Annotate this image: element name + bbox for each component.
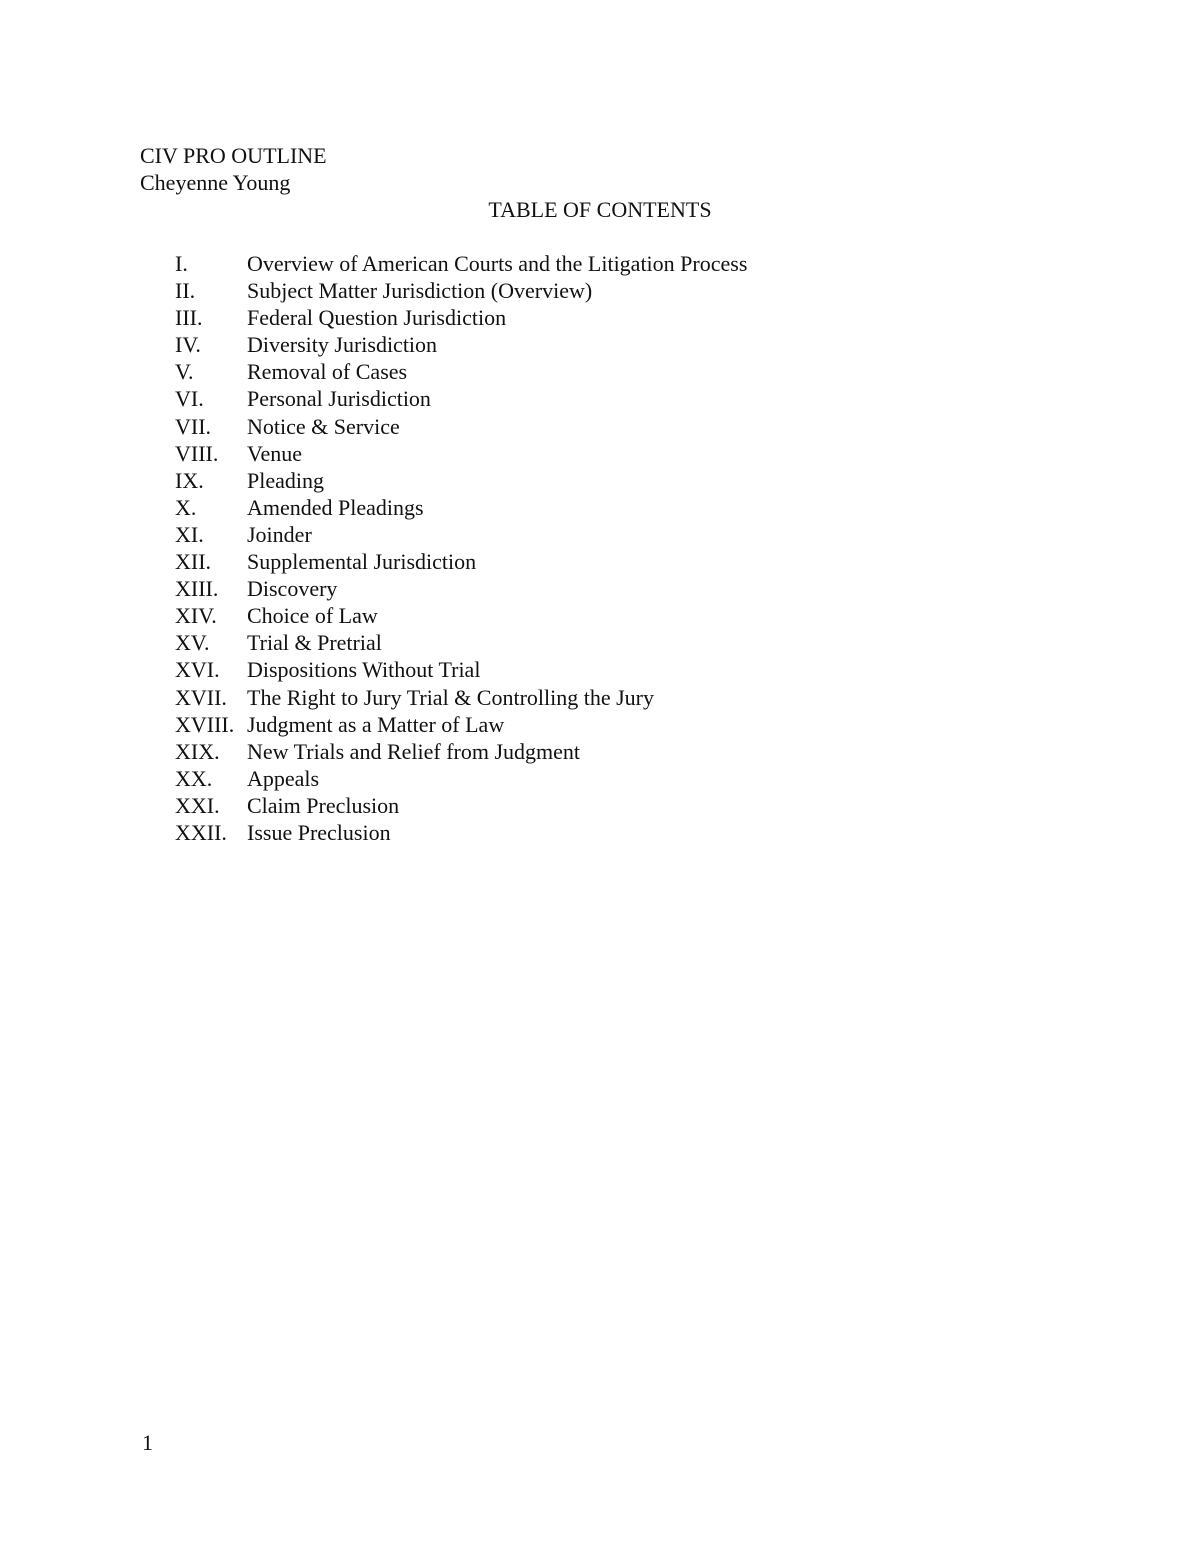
toc-entry-11[interactable] bbox=[175, 521, 747, 548]
toc-entry-7[interactable] bbox=[175, 413, 747, 440]
toc-entry-16[interactable] bbox=[175, 656, 747, 683]
toc-entry-label: Issue Preclusion bbox=[247, 819, 391, 845]
toc-entry-21[interactable] bbox=[175, 792, 747, 819]
toc-entry-number: III. bbox=[175, 305, 203, 331]
toc-entry-14[interactable] bbox=[175, 602, 747, 629]
toc-entry-label: Pleading bbox=[247, 467, 324, 493]
toc-entry-number: X. bbox=[175, 494, 197, 520]
toc-entry-number: II. bbox=[175, 278, 196, 304]
toc-entry-number: XX. bbox=[175, 765, 213, 791]
toc-entry-4[interactable] bbox=[175, 331, 747, 358]
toc-entry-number: IV. bbox=[175, 332, 201, 358]
toc-entry-18[interactable] bbox=[175, 711, 747, 738]
toc-entry-number: V. bbox=[175, 359, 194, 385]
toc-heading: TABLE OF CONTENTS bbox=[488, 197, 712, 222]
toc-entry-12[interactable] bbox=[175, 548, 747, 575]
toc-entry-number: XIV. bbox=[175, 603, 217, 629]
toc-entry-label: Supplemental Jurisdiction bbox=[247, 549, 477, 575]
toc-entry-label: Appeals bbox=[247, 765, 320, 791]
toc-entry-label: Notice & Service bbox=[247, 413, 400, 439]
toc-entry-number: XIX. bbox=[175, 738, 220, 764]
toc-entry-label: Removal of Cases bbox=[247, 359, 408, 385]
toc-entry-label: Claim Preclusion bbox=[247, 792, 400, 818]
toc-entry-22[interactable] bbox=[175, 819, 747, 846]
toc-entry-17[interactable] bbox=[175, 684, 747, 711]
toc-entry-1[interactable] bbox=[175, 250, 747, 277]
toc-entry-number: XVI. bbox=[175, 657, 220, 683]
toc-entry-number: I. bbox=[175, 251, 188, 276]
toc-entry-3[interactable] bbox=[175, 304, 747, 331]
toc-entry-2[interactable] bbox=[175, 277, 747, 304]
toc-entry-20[interactable] bbox=[175, 765, 747, 792]
toc-entry-label: Diversity Jurisdiction bbox=[247, 332, 438, 358]
toc-entry-10[interactable] bbox=[175, 494, 747, 521]
toc-entry-number: IX. bbox=[175, 467, 204, 493]
toc-entry-9[interactable] bbox=[175, 467, 747, 494]
toc-entry-label: New Trials and Relief from Judgment bbox=[247, 738, 581, 764]
toc-entry-label: The Right to Jury Trial & Controlling the Jury bbox=[247, 684, 655, 710]
toc-entry-label: Personal Jurisdiction bbox=[247, 386, 431, 412]
toc-entry-15[interactable] bbox=[175, 629, 747, 656]
toc-entry-number: XV. bbox=[175, 630, 210, 656]
toc-entry-number: XXII. bbox=[175, 819, 227, 845]
toc-entry-label: Discovery bbox=[247, 576, 338, 602]
document-title: CIV PRO OUTLINE bbox=[140, 143, 327, 168]
toc-entry-label: Joinder bbox=[247, 521, 312, 547]
toc-entry-label: Choice of Law bbox=[247, 603, 378, 629]
toc-entry-number: VII. bbox=[175, 413, 212, 439]
toc-entry-number: XVII. bbox=[175, 684, 227, 710]
toc-entry-5[interactable] bbox=[175, 358, 747, 385]
document-author: Cheyenne Young bbox=[140, 170, 291, 195]
toc-entry-number: XI. bbox=[175, 521, 204, 547]
toc-entry-label: Subject Matter Jurisdiction (Overview) bbox=[247, 278, 593, 304]
toc-entry-number: XXI. bbox=[175, 792, 220, 818]
toc-entry-number: VIII. bbox=[175, 440, 219, 466]
toc-entry-label: Overview of American Courts and the Litigation Process bbox=[247, 251, 748, 276]
toc-entry-number: VI. bbox=[175, 386, 204, 412]
toc-entry-label: Dispositions Without Trial bbox=[247, 657, 481, 683]
toc-entry-label: Judgment as a Matter of Law bbox=[247, 711, 505, 737]
toc-entry-number: XVIII. bbox=[175, 711, 235, 737]
toc-entry-label: Venue bbox=[247, 440, 302, 466]
page-number: 1 bbox=[142, 1430, 153, 1455]
toc-entry-13[interactable] bbox=[175, 575, 747, 602]
toc-entry-6[interactable] bbox=[175, 385, 747, 412]
toc-entry-label: Trial & Pretrial bbox=[247, 630, 382, 656]
table-of-contents bbox=[175, 250, 747, 846]
toc-entry-number: XII. bbox=[175, 549, 212, 575]
toc-entry-8[interactable] bbox=[175, 440, 747, 467]
toc-entry-label: Amended Pleadings bbox=[247, 494, 424, 520]
toc-entry-number: XIII. bbox=[175, 576, 219, 602]
toc-entry-19[interactable] bbox=[175, 738, 747, 765]
toc-entry-label: Federal Question Jurisdiction bbox=[247, 305, 507, 331]
